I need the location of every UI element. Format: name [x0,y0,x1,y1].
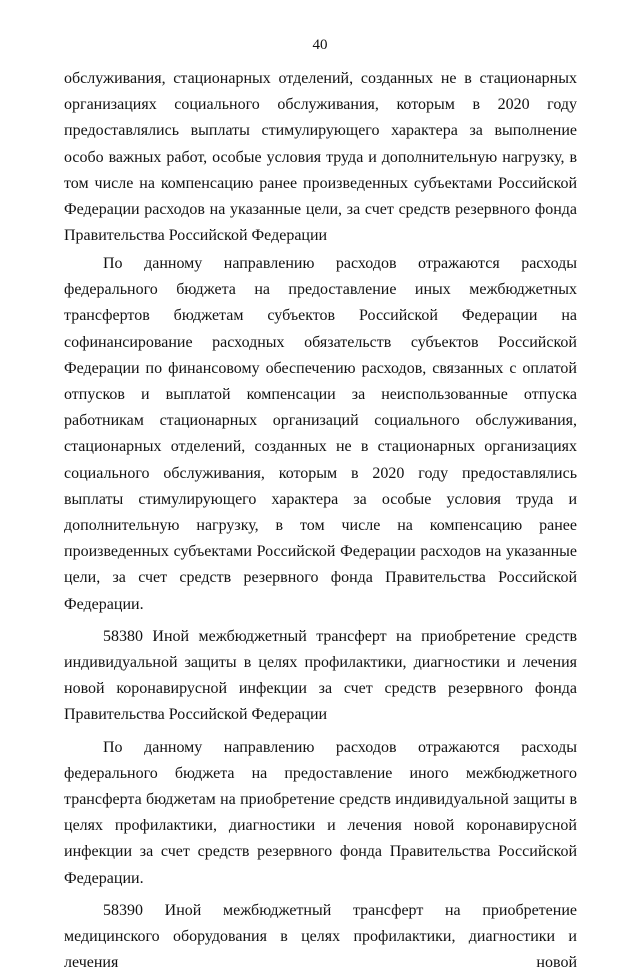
paragraph-code-58390-heading: 58390 Иной межбюджетный трансферт на приобретение медицинского оборудования в целях профилактики, диагностики и лечения новой [64,901,577,972]
paragraph-code-58380-description: По данному направлению расходов отражаются расходы федерального бюджета на предоставление иного межбюджетного трансферта бюджетам на приобретение средств индивидуальной защиты в целях профилактики, диагностики и лечения новой коронавирусной инфекции за счет средств резервного фонда Правительства Российской Федерации. [64,738,577,887]
paragraph-code-58380-heading: 58380 Иной межбюджетный трансферт на приобретение средств индивидуальной защиты в целях профилактики, диагностики и лечения новой коронавирусной инфекции за счет средств резервного фонда Правительства Российской Федерации [64,627,577,724]
paragraph-continuation: обслуживания, стационарных отделений, созданных не в стационарных организациях социального обслуживания, которым в 2020 году предоставлялись выплаты стимулирующего характера за выполнение особо важных работ, особые условия труда и дополнительную нагрузку, в том числе на компенсацию ранее произведенных субъектами Российской Федерации расходов на указанные цели, за счет средств резервного фонда Правительства Российской Федерации [64,70,577,245]
paragraph-expenses-description: По данному направлению расходов отражаются расходы федерального бюджета на предоставление иных межбюджетных трансфертов бюджетам субъектов Российской Федерации на софинансирование расходных обязательств субъектов Российской Федерации по финансовому обеспечению расходов, связанных с оплатой отпусков и выплатой компенсации за неиспользованные отпуска работникам стационарных организаций социального обслуживания, стационарных отделений, созданных не в стационарных организациях социального обслуживания, которым в 2020 году предоставлялись выплаты стимулирующего характера за особые условия труда и дополнительную нагрузку, в том числе на компенсацию ранее произведенных субъектами Российской Федерации расходов на указанные цели, за счет средств резервного фонда Правительства Российской Федерации. [64,254,577,613]
document-body [64,66,577,976]
page-number: 40 [312,37,328,53]
